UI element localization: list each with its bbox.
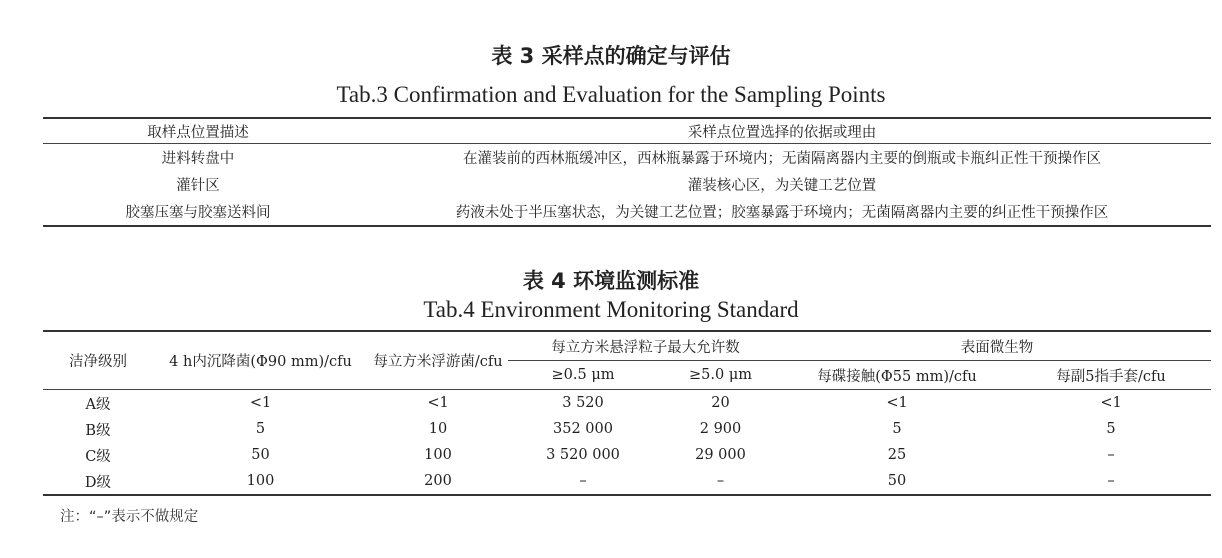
table3-header-row	[43, 118, 1211, 144]
table4-cell: 25	[887, 447, 907, 463]
table-row	[43, 390, 1211, 417]
table3-cell: 灌装核心区，为关键工艺位置	[687, 178, 877, 194]
table3-header-reason: 采样点位置选择的依据或理由	[353, 118, 1211, 144]
table-row	[43, 442, 1211, 468]
table4-cell: 5	[255, 421, 266, 437]
table4-cell: 5	[1106, 421, 1116, 437]
table3-cell: 在灌装前的西林瓶缓冲区，西林瓶暴露于环境内；无菌隔离器内主要的倒瓶或卡瓶纠正性干预操作区	[463, 151, 1101, 167]
table4-cell: 50	[251, 447, 270, 463]
table4-header-p05: ≥0.5 μm	[508, 361, 658, 390]
table4-cell: –	[716, 473, 725, 489]
table4-cell: D级	[84, 474, 112, 491]
table4-header-float: 每立方米浮游菌/cfu	[368, 331, 508, 390]
table-row	[43, 468, 1211, 495]
table4-cell: 29 000	[695, 447, 746, 463]
table4	[43, 330, 1211, 496]
table4-cell: 100	[246, 473, 275, 489]
table3	[43, 117, 1211, 227]
table4-cell: –	[579, 473, 587, 489]
table4-cell: 2 900	[699, 421, 742, 437]
table4-cell: B级	[85, 422, 111, 439]
table4-header-particle-group: 每立方米悬浮粒子最大允许数	[508, 331, 783, 361]
table-row	[43, 144, 1211, 172]
table4-cell: A级	[85, 396, 111, 413]
table4-cell: 50	[887, 473, 907, 489]
table4-title-en: Tab.4 Environment Monitoring Standard	[423, 297, 799, 322]
table4-cell: –	[1107, 473, 1115, 489]
table4-header-surface-group: 表面微生物	[783, 331, 1211, 361]
table4-cell: <1	[886, 395, 908, 411]
table3-cell: 进料转盘中	[161, 151, 235, 167]
table4-header-glove: 每副5指手套/cfu	[1011, 361, 1211, 390]
table4-cell: <1	[427, 395, 449, 411]
table3-cell: 胶塞压塞与胶塞送料间	[125, 205, 271, 221]
table4-header-settle: 4 h内沉降菌(Φ90 mm)/cfu	[153, 331, 368, 390]
table4-cell: C级	[85, 448, 111, 465]
table4-title-cn: 表 4 环境监测标准	[522, 269, 700, 293]
table4-cell: 200	[424, 473, 452, 489]
table-row	[43, 171, 1211, 198]
table-row	[43, 198, 1211, 226]
table3-title-cn: 表 3 采样点的确定与评估	[491, 44, 731, 68]
table3-cell: 灌针区	[176, 178, 220, 194]
table4-cell: 3 520 000	[546, 447, 620, 463]
table4-header-row-1	[43, 331, 1211, 361]
table3-header-location: 取样点位置描述	[43, 118, 353, 144]
table4-cell: 100	[424, 447, 452, 463]
table4-header-contact: 每碟接触(Φ55 mm)/cfu	[783, 361, 1011, 390]
table4-cell: 3 520	[562, 395, 604, 411]
table3-title-en: Tab.3 Confirmation and Evaluation for the Sampling Points	[336, 82, 886, 107]
table4-cell: –	[1107, 447, 1115, 463]
table4-cell: <1	[1100, 395, 1122, 411]
table4-header-p50: ≥5.0 μm	[658, 361, 783, 390]
table-row	[43, 416, 1211, 442]
table4-cell: 10	[428, 421, 448, 437]
table3-cell: 药液未处于半压塞状态，为关键工艺位置；胶塞暴露于环境内；无菌隔离器内主要的纠正性干预操作区	[455, 205, 1109, 221]
table4-header-grade: 洁净级别	[43, 331, 153, 390]
table4-cell: <1	[249, 395, 272, 411]
table4-cell: 352 000	[553, 421, 613, 437]
table4-cell: 5	[892, 421, 902, 437]
table4-note: 注：“–”表示不做规定	[60, 509, 199, 525]
table4-cell: 20	[711, 395, 730, 411]
